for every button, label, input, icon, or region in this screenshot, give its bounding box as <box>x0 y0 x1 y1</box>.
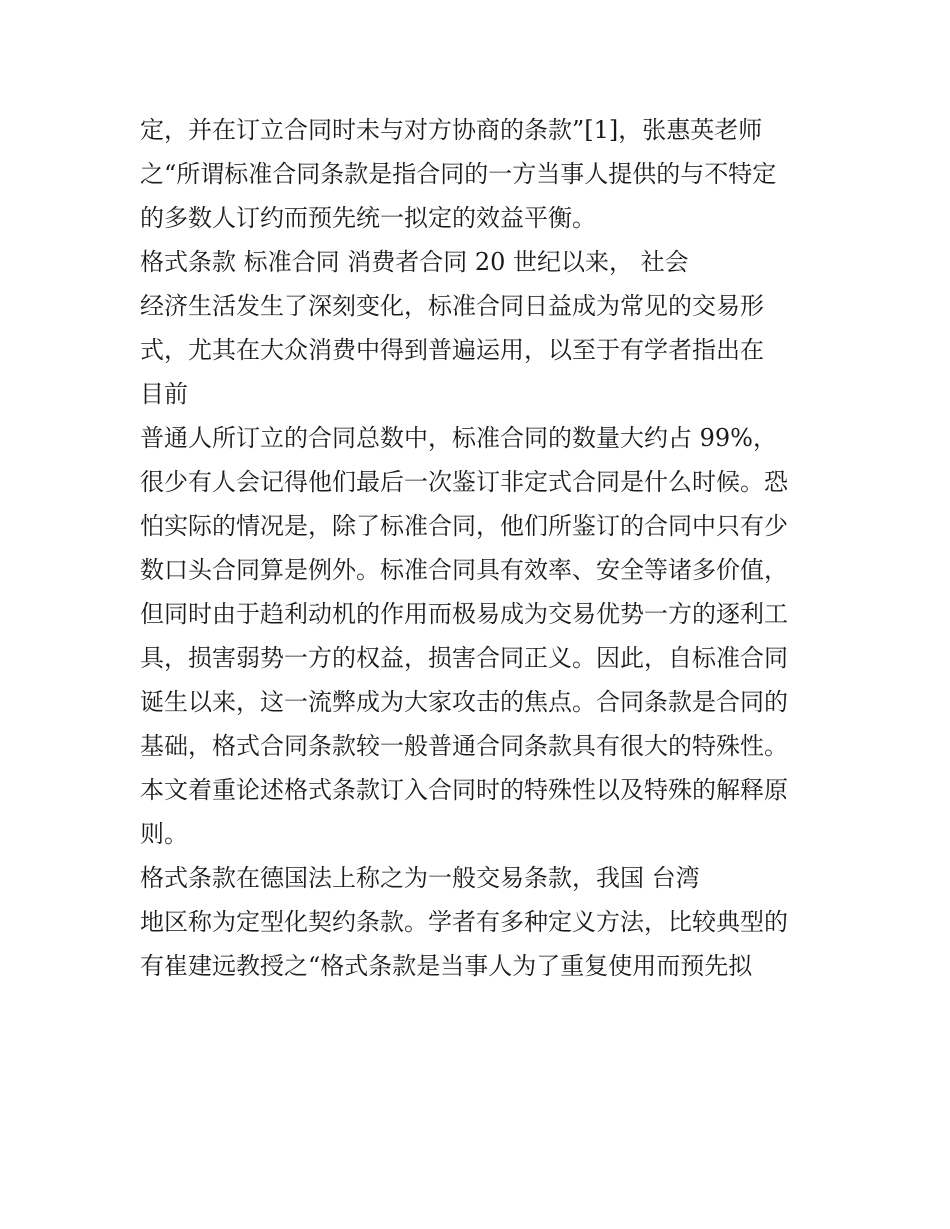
text-line: 有崔建远教授之“格式条款是当事人为了重复使用而预先拟 <box>140 952 753 980</box>
text-line: 具，损害弱势一方的权益，损害合同正义。因此，自标准合同 <box>140 644 788 672</box>
text-line: 格式条款 标准合同 消费者合同 20 世纪以来， 社会 <box>140 248 689 276</box>
text-line: 经济生活发生了深刻变化，标准合同日益成为常见的交易形 <box>140 292 764 320</box>
text-line: 地区称为定型化契约条款。学者有多种定义方法，比较典型的 <box>140 908 788 936</box>
text-line: 诞生以来，这一流弊成为大家攻击的焦点。合同条款是合同的 <box>140 688 788 716</box>
text-line: 数口头合同算是例外。标准合同具有效率、安全等诸多价值， <box>140 556 788 584</box>
text-line: 但同时由于趋利动机的作用而极易成为交易优势一方的逐利工 <box>140 600 788 628</box>
text-line: 式，尤其在大众消费中得到普遍运用，以至于有学者指出在 <box>140 336 764 364</box>
text-line: 的多数人订约而预先统一拟定的效益平衡。 <box>140 204 596 232</box>
text-line: 普通人所订立的合同总数中，标准合同的数量大约占 99%， <box>140 424 777 452</box>
text-line: 怕实际的情况是，除了标准合同，他们所鉴订的合同中只有少 <box>140 512 788 540</box>
text-line: 则。 <box>140 820 188 848</box>
text-line: 很少有人会记得他们最后一次鉴订非定式合同是什么时候。恐 <box>140 468 788 496</box>
document-body <box>140 108 830 988</box>
text-line: 格式条款在德国法上称之为一般交易条款，我国 台湾 <box>140 864 700 892</box>
text-line: 基础，格式合同条款较一般普通合同条款具有很大的特殊性。 <box>140 732 788 760</box>
text-line: 之“所谓标准合同条款是指合同的一方当事人提供的与不特定 <box>140 160 777 188</box>
text-line: 定，并在订立合同时未与对方协商的条款”[1]，张惠英老师 <box>140 116 763 144</box>
text-line: 目前 <box>140 380 188 408</box>
text-line: 本文着重论述格式条款订入合同时的特殊性以及特殊的解释原 <box>140 776 788 804</box>
